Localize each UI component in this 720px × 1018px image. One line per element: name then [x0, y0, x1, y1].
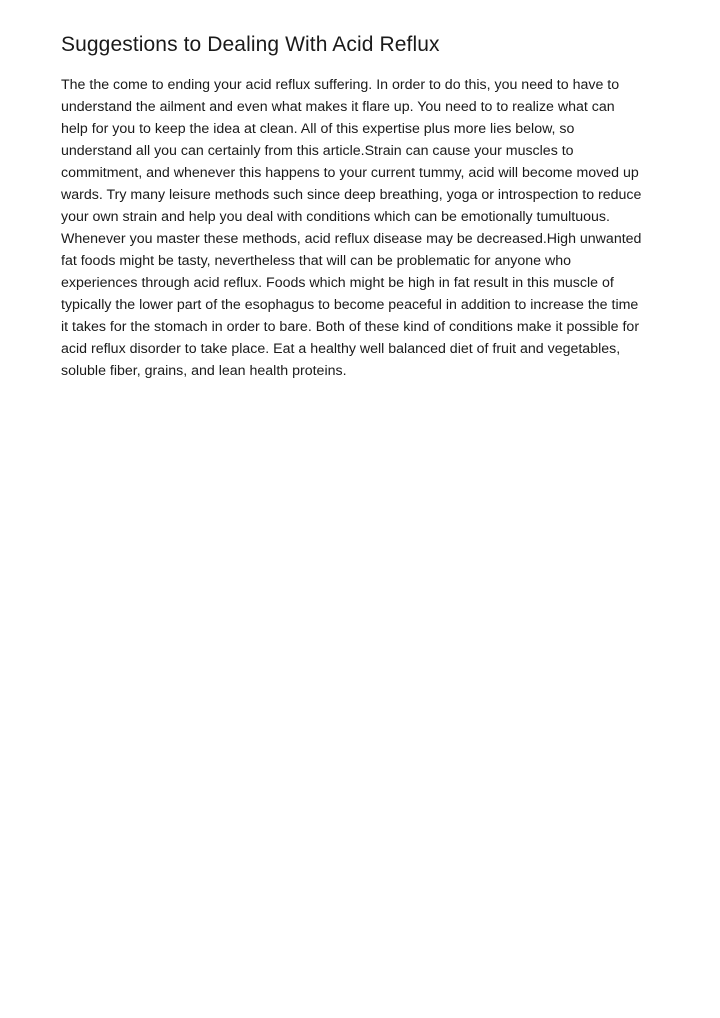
body-line: it takes for the stomach in order to bare. Both of these kind of conditions make it possible for	[61, 319, 640, 335]
body-line: soluble fiber, grains, and lean health proteins.	[61, 363, 347, 379]
document-title: Suggestions to Dealing With Acid Reflux	[61, 33, 440, 56]
document-page	[61, 30, 661, 382]
body-line: commitment, and whenever this happens to your current tummy, acid will become moved up	[61, 165, 639, 181]
body-line: The the come to ending your acid reflux suffering. In order to do this, you need to have to	[61, 77, 620, 93]
body-line: your own strain and help you deal with conditions which can be emotionally tumultuous.	[61, 209, 610, 225]
body-line: understand all you can certainly from this article.Strain can cause your muscles to	[61, 143, 574, 159]
body-line: fat foods might be tasty, nevertheless that will can be problematic for anyone who	[61, 253, 571, 269]
body-line: experiences through acid reflux. Foods which might be high in fat result in this muscle of	[61, 275, 614, 291]
document-body	[61, 74, 661, 382]
body-line: Whenever you master these methods, acid reflux disease may be decreased.High unwanted	[61, 231, 642, 247]
body-line: understand the ailment and even what makes it flare up. You need to to realize what can	[61, 99, 615, 115]
body-line: help for you to keep the idea at clean. All of this expertise plus more lies below, so	[61, 121, 575, 137]
body-line: typically the lower part of the esophagus to become peaceful in addition to increase the time	[61, 297, 639, 313]
body-line: wards. Try many leisure methods such since deep breathing, yoga or introspection to reduce	[61, 187, 642, 203]
body-line: acid reflux disorder to take place. Eat a healthy well balanced diet of fruit and vegetables,	[61, 341, 621, 357]
